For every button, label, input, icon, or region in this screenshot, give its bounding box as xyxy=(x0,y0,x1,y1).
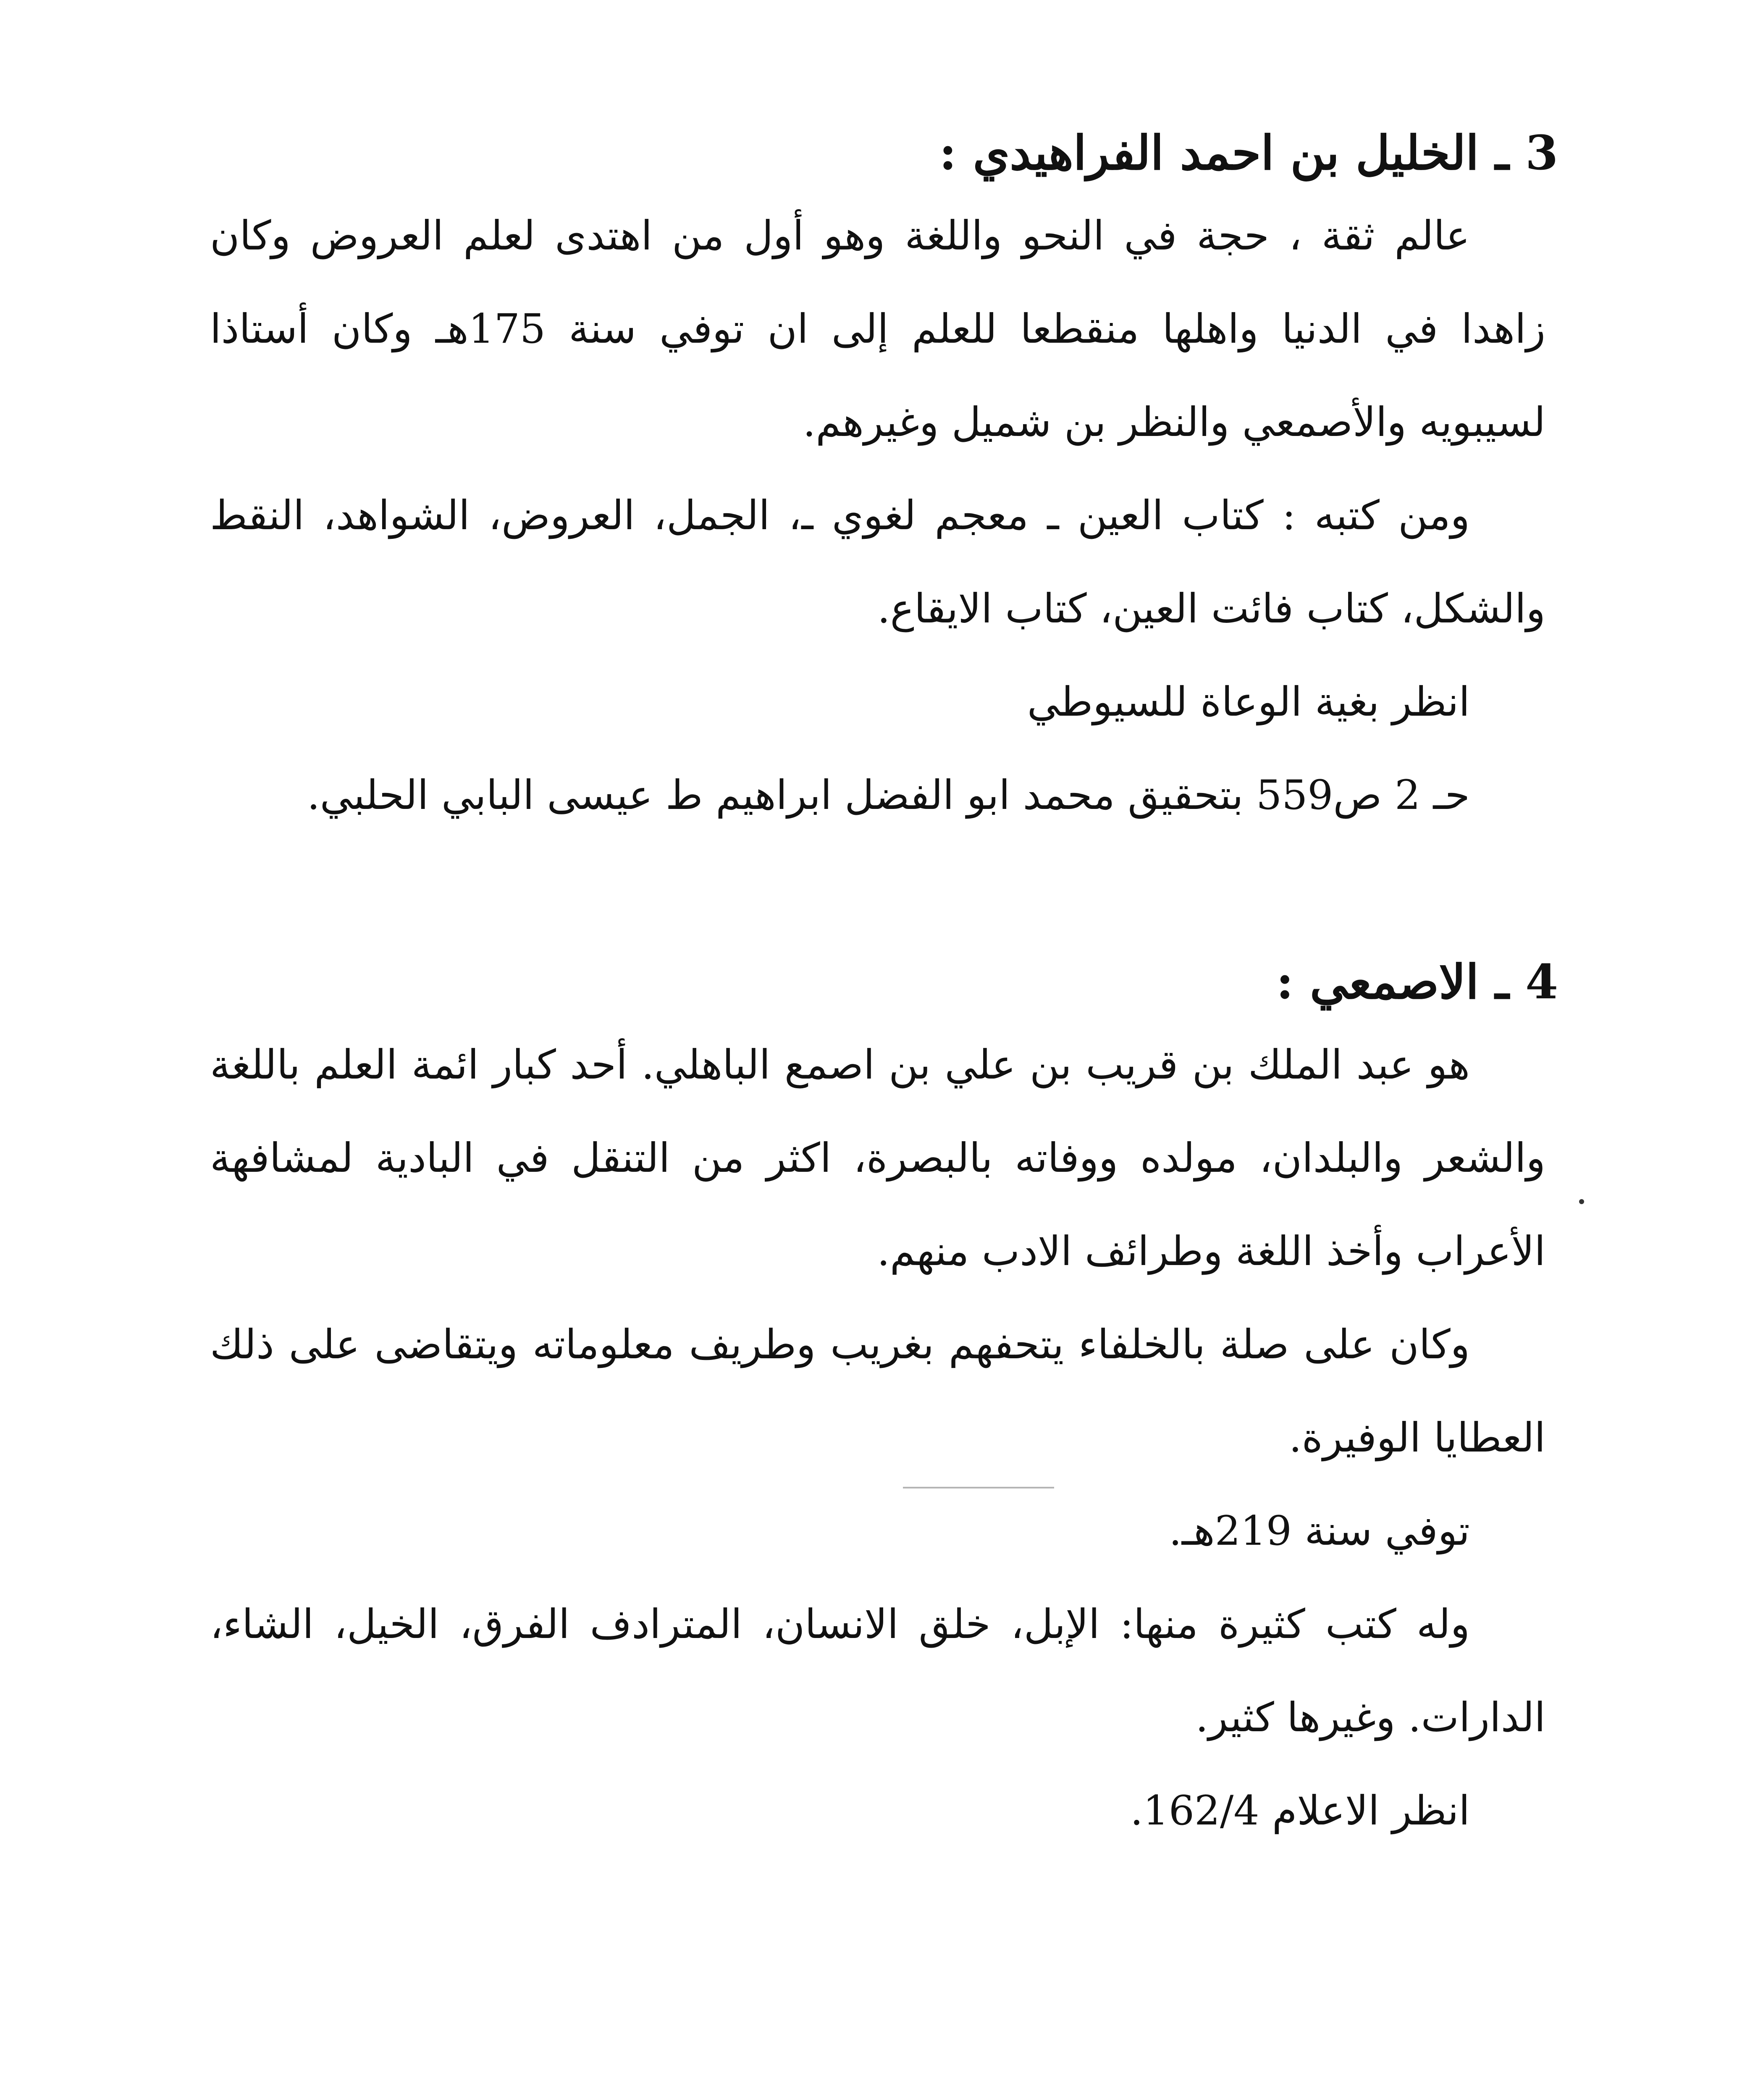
khalil-bio-paragraph: عالم ثقة ، حجة في النحو واللغة وهو أول من اهتدى لعلم العروض وكان زاهدا في الدنيا واهلها منقطعا للعلم إلى ان توفي سنة 175هـ وكان أستاذا لسيبويه والأصمعي والنظر بن شميل وغيرهم. xyxy=(210,212,1545,446)
asmai-reference-line: انظر الاعلام 162/4. xyxy=(1130,1787,1470,1834)
khalil-reference-line-2: حـ 2 ص559 بتحقيق محمد ابو الفضل ابراهيم ط عيسى البابي الحلبي. xyxy=(307,772,1470,819)
entry-heading-khalil: 3 ـ الخليل بن احمد الفراهيدي : xyxy=(939,126,1558,181)
entry-heading-asmai: 4 ـ الاصمعي : xyxy=(1276,955,1558,1010)
entry-asmai xyxy=(210,947,1558,1857)
asmai-books-paragraph: وله كتب كثيرة منها: الإبل، خلق الانسان، المترادف الفرق، الخيل، الشاء، الدارات. وغيرها كثير. xyxy=(210,1601,1545,1741)
asmai-bio-paragraph: هو عبد الملك بن قريب بن علي بن اصمع الباهلي. أحد كبار ائمة العلم باللغة والشعر والبلدان، مولده ووفاته بالبصرة، اكثر من التنقل في البادية لمشافهة الأعراب وأخذ اللغة وطرائف الادب منهم. xyxy=(210,1041,1546,1275)
asmai-caliphs-paragraph: وكان على صلة بالخلفاء يتحفهم بغريب وطريف معلوماته ويتقاضى على ذلك العطايا الوفيرة. xyxy=(210,1321,1545,1461)
khalil-books-paragraph: ومن كتبه : كتاب العين ـ معجم لغوي ـ، الجمل، العروض، الشواهد، النقط والشكل، كتاب فائت العين، كتاب الايقاع. xyxy=(210,492,1545,632)
scan-stray-line xyxy=(903,1487,1054,1488)
khalil-reference-line-1: انظر بغية الوعاة للسيوطي xyxy=(1027,678,1470,725)
asmai-death-line: توفي سنة 219هـ. xyxy=(1169,1507,1470,1554)
scan-speck xyxy=(1579,1199,1584,1204)
page-body xyxy=(210,118,1558,1857)
entry-khalil xyxy=(210,118,1558,842)
